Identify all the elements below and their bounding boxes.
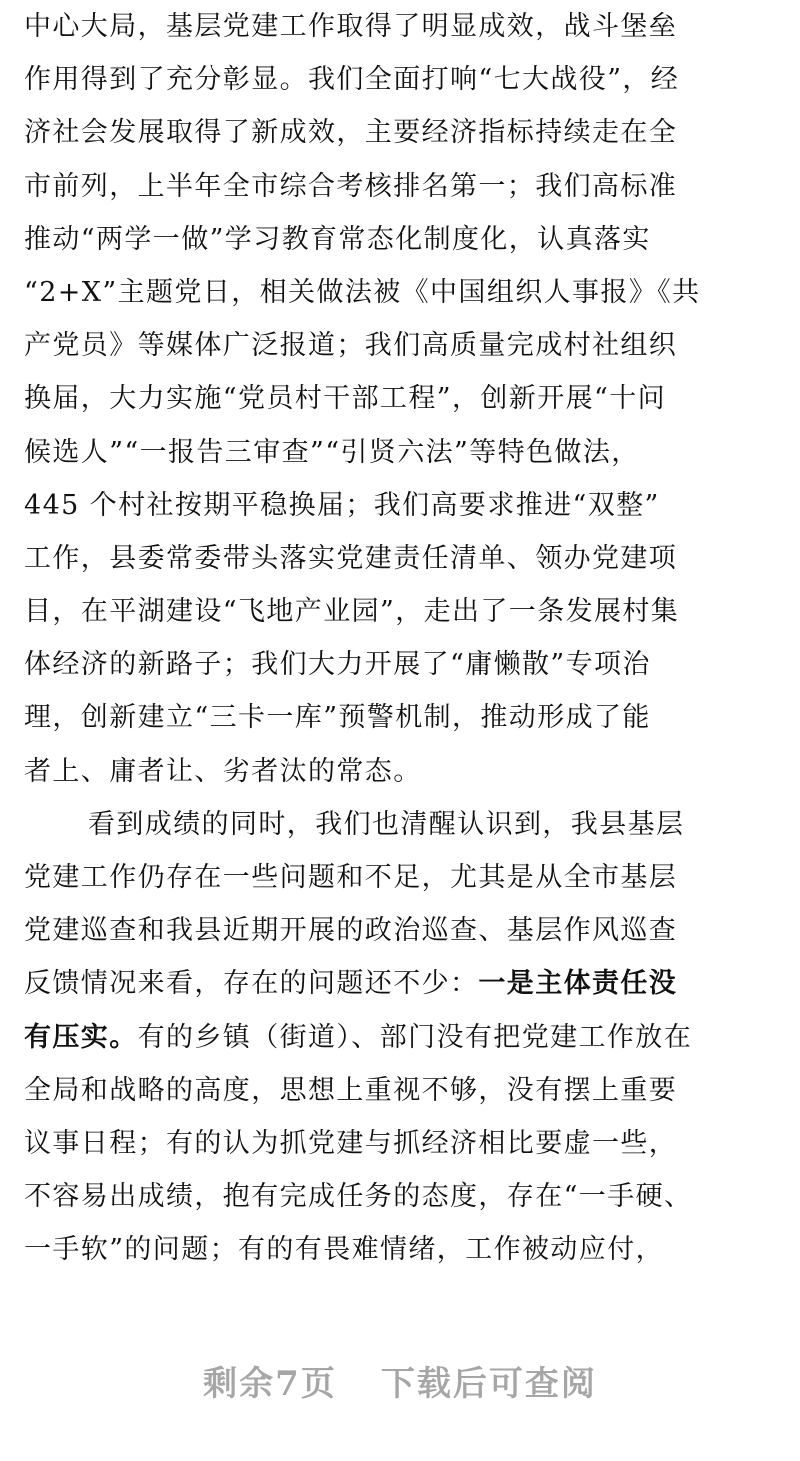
text-line: “2+X”主题党日，相关做法被《中国组织人事报》《共 [24, 276, 701, 308]
text-line: 推动“两学一做”学习教育常态化制度化，认真落实 [24, 223, 651, 255]
text-line: 445 个村社按期平稳换届；我们高要求推进“双整” [24, 489, 660, 521]
text-line: 换届，大力实施“党员村干部工程”，创新开展“十问 [24, 383, 667, 415]
bold-heading-run: 一是主体责任没 [478, 968, 678, 1000]
text-line: 候选人”“一报告三审查”“引贤六法”等特色做法， [24, 436, 640, 468]
text-line [24, 957, 780, 1010]
text-line: 一手软”的问题；有的有畏难情绪，工作被动应付， [24, 1234, 665, 1266]
text-line: 市前列，上半年全市综合考核排名第一；我们高标准 [24, 170, 678, 202]
text-line [24, 1011, 780, 1064]
text-line: 党建工作仍存在一些问题和不足，尤其是从全市基层 [24, 862, 678, 893]
paragraph-start-line: 看到成绩的同时，我们也清醒认识到，我县基层 [88, 808, 685, 840]
download-to-view-label: 下载后可查阅 [380, 1364, 597, 1404]
text-line: 产党员》等媒体广泛报道；我们高质量完成村社组织 [24, 330, 678, 362]
text-line: 工作，县委常委带头落实党建责任清单、领办党建项 [24, 542, 678, 574]
remaining-pages-label: 剩余7页 [203, 1364, 337, 1404]
document-page [24, 0, 780, 1277]
text-run: 有的乡镇（街道）、部门没有把党建工作放在 [137, 1021, 693, 1053]
text-run: 反馈情况来看，存在的问题还不少： [24, 968, 479, 1000]
text-line: 全局和战略的高度，思想上重视不够，没有摆上重要 [24, 1074, 678, 1106]
text-line: 党建巡查和我县近期开展的政治巡查、基层作风巡查 [24, 915, 678, 947]
text-line: 理，创新建立“三卡一库”预警机制，推动形成了能 [24, 702, 651, 734]
text-line: 目，在平湖建设“飞地产业园”，走出了一条发展村集 [24, 596, 680, 628]
text-line: 体经济的新路子；我们大力开展了“庸懒散”专项治 [24, 649, 651, 681]
text-line: 议事日程；有的认为抓党建与抓经济相比要虚一些， [24, 1127, 678, 1159]
bold-heading-run: 有压实。 [24, 1021, 138, 1053]
text-line: 中心大局，基层党建工作取得了明显成效，战斗堡垒 [24, 11, 678, 42]
text-line: 不容易出成绩，抱有完成任务的态度，存在“一手硬、 [24, 1181, 693, 1213]
text-line: 者上、庸者让、劣者汰的常态。 [24, 755, 422, 787]
download-prompt[interactable] [0, 1356, 800, 1405]
text-line: 济社会发展取得了新成效，主要经济指标持续走在全 [24, 117, 678, 149]
text-line: 作用得到了充分彰显。我们全面打响“七大战役”，经 [24, 64, 680, 96]
